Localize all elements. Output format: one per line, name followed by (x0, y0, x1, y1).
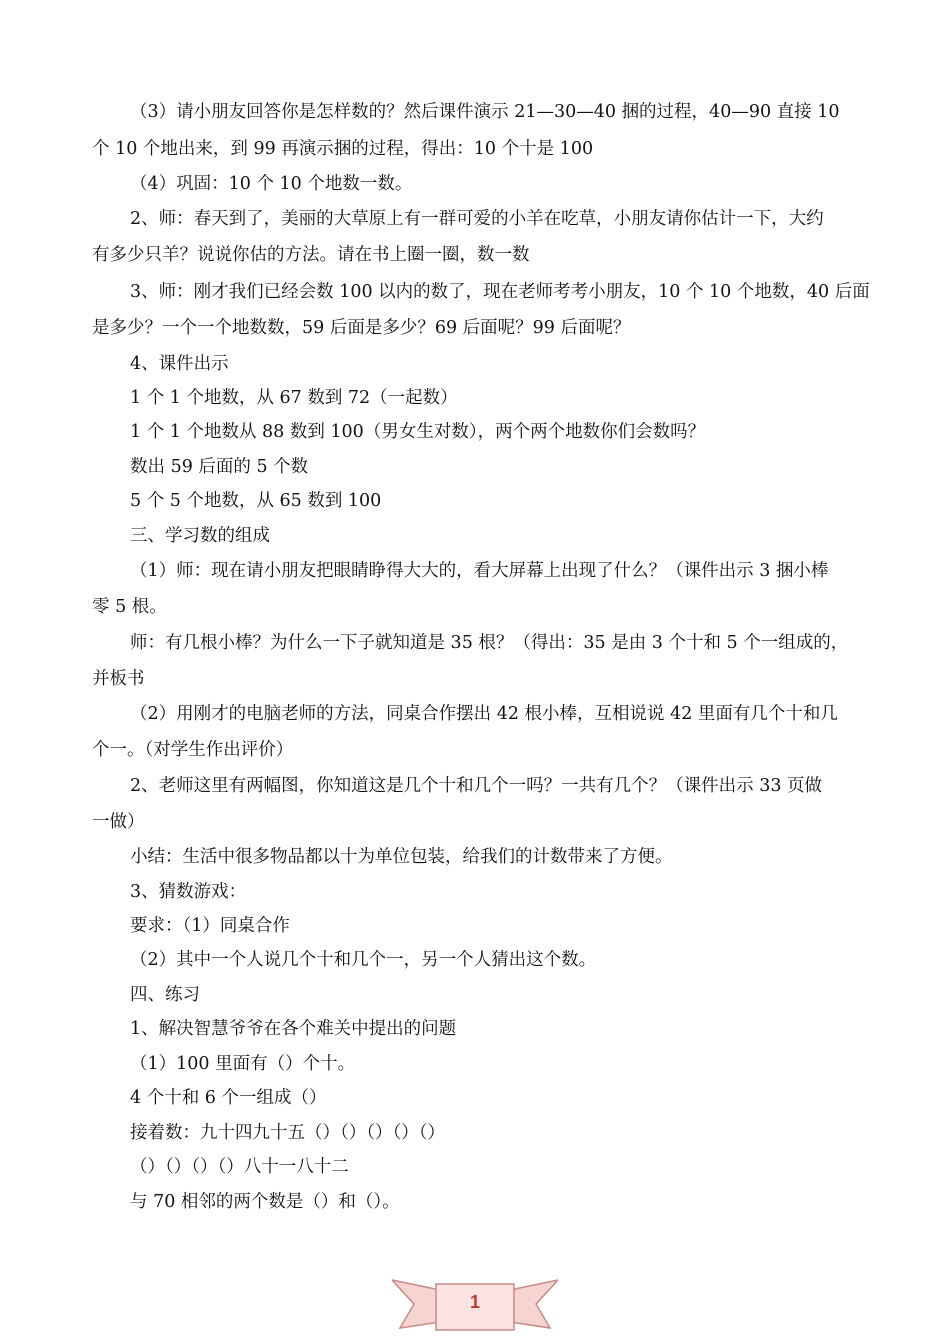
text-line: 零 5 根。 (92, 597, 167, 617)
text-line: 四、练习 (130, 985, 200, 1005)
text-line: 个一。（对学生作出评价） (92, 740, 294, 760)
text-line: （2）其中一个人说几个十和几个一，另一个人猜出这个数。 (130, 950, 597, 970)
text-line: 与 70 相邻的两个数是（）和（）。 (130, 1192, 400, 1212)
text-line: （1）100 里面有（）个十。 (130, 1054, 356, 1074)
text-line: 有多少只羊？说说你估的方法。请在书上圈一圈，数一数 (92, 245, 530, 265)
text-line: 要求：（1）同桌合作 (130, 916, 290, 936)
text-line: 一做） (92, 812, 145, 832)
page-number: 1 (469, 1292, 480, 1312)
text-line: 数出 59 后面的 5 个数 (130, 457, 309, 477)
text-line: 接着数：九十四九十五（）（）（）（）（） (130, 1123, 445, 1143)
text-line: 2、师：春天到了，美丽的大草原上有一群可爱的小羊在吃草，小朋友请你估计一下，大约 (130, 209, 824, 229)
text-line: （2）用刚才的电脑老师的方法，同桌合作摆出 42 根小棒，互相说说 42 里面有几个十和几 (130, 704, 838, 724)
text-line: 2、老师这里有两幅图，你知道这是几个十和几个一吗？一共有几个？（课件出示 33 页做 (130, 776, 823, 796)
text-line: 三、学习数的组成 (130, 526, 270, 546)
text-line: 5 个 5 个地数，从 65 数到 100 (130, 491, 382, 511)
text-line: （1）师：现在请小朋友把眼睛睁得大大的，看大屏幕上出现了什么？（课件出示 3 捆小棒 (130, 561, 829, 581)
text-line: 3、师：刚才我们已经会数 100 以内的数了，现在老师考考小朋友，10 个 10 个地数，40 后面 (130, 282, 870, 302)
text-line: 1 个 1 个地数，从 67 数到 72（一起数） (130, 388, 458, 408)
text-line: 1、解决智慧爷爷在各个难关中提出的问题 (130, 1019, 457, 1039)
text-line: 4、课件出示 (130, 354, 229, 374)
text-line: 是多少？一个一个地数数，59 后面是多少？69 后面呢？99 后面呢？ (92, 318, 631, 338)
text-line: 小结：生活中很多物品都以十为单位包装，给我们的计数带来了方便。 (130, 847, 673, 867)
text-line: 4 个十和 6 个一组成（） (130, 1088, 327, 1108)
text-line: 并板书 (92, 669, 145, 689)
text-line: 3、猜数游戏： (130, 882, 247, 902)
text-line: （）（）（）（）八十一八十二 (130, 1157, 349, 1177)
ribbon-right-tail (510, 1280, 558, 1328)
text-line: （4）巩固：10 个 10 个地数一数。 (130, 174, 413, 194)
text-line: 1 个 1 个地数从 88 数到 100（男女生对数），两个两个地数你们会数吗？ (130, 422, 706, 442)
text-line: 个 10 个地出来，到 99 再演示捆的过程，得出：10 个十是 100 (92, 139, 594, 159)
ribbon-left-tail (392, 1280, 440, 1328)
text-line: （3）请小朋友回答你是怎样数的？然后课件演示 21—30—40 捆的过程，40—90 直接 10 (130, 102, 840, 122)
text-line: 师：有几根小棒？为什么一下子就知道是 35 根？（得出：35 是由 3 个十和 5 个一组成的， (130, 633, 849, 653)
